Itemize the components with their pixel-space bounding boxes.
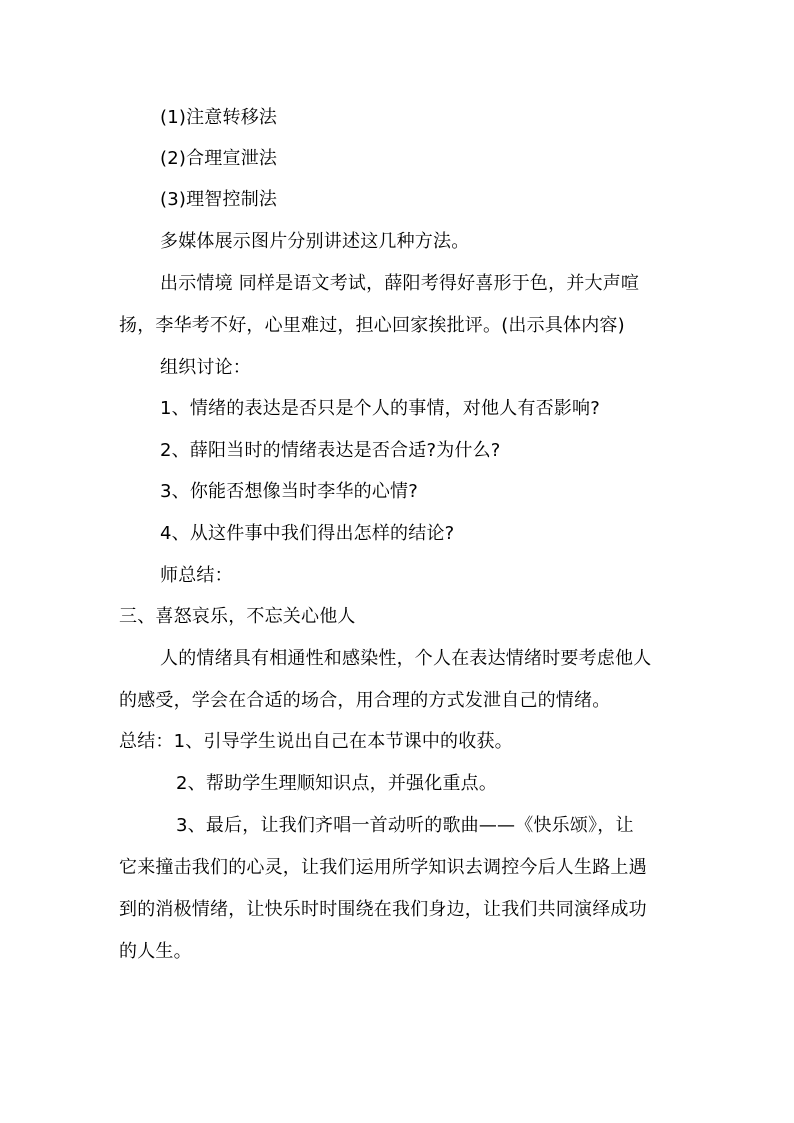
section-heading-3: 三、喜怒哀乐，不忘关心他人 xyxy=(119,606,356,627)
paragraph-scenario-line-1: 出示情境 同样是语文考试，薛阳考得好喜形于色，并大声喧 xyxy=(160,273,640,294)
paragraph-emotion-line-2: 的感受，学会在合适的场合，用合理的方式发泄自己的情绪。 xyxy=(119,690,611,711)
discussion-question-1: 1、情绪的表达是否只是个人的事情，对他人有否影响? xyxy=(160,398,601,419)
summary-item-3-line-3: 到的消极情绪，让快乐时时围绕在我们身边，让我们共同演绎成功 xyxy=(119,899,647,920)
summary-item-3-line-4: 的人生。 xyxy=(119,941,192,962)
discussion-question-2: 2、薛阳当时的情绪表达是否合适?为什么? xyxy=(160,440,501,461)
discussion-question-4: 4、从这件事中我们得出怎样的结论? xyxy=(160,523,455,544)
discussion-question-3: 3、你能否想像当时李华的心情? xyxy=(160,481,419,502)
method-item-2: (2)合理宣泄法 xyxy=(160,148,278,169)
summary-item-3-line-2: 它来撞击我们的心灵，让我们运用所学知识去调控今后人生路上遇 xyxy=(119,857,647,878)
summary-item-2: 2、帮助学生理顺知识点，并强化重点。 xyxy=(176,773,498,794)
paragraph-scenario-line-2: 扬，李华考不好，心里难过，担心回家挨批评。(出示具体内容) xyxy=(119,315,625,336)
discussion-heading: 组织讨论： xyxy=(160,357,251,378)
summary-item-1: 总结：1、引导学生说出自己在本节课中的收获。 xyxy=(119,731,513,752)
method-item-1: (1)注意转移法 xyxy=(160,107,278,128)
summary-item-3-line-1: 3、最后，让我们齐唱一首动听的歌曲——《快乐颂》，让 xyxy=(176,815,634,836)
paragraph-emotion-line-1: 人的情绪具有相通性和感染性，个人在表达情绪时要考虑他人 xyxy=(160,648,652,669)
paragraph-multimedia: 多媒体展示图片分别讲述这几种方法。 xyxy=(160,231,470,252)
teacher-summary-label: 师总结： xyxy=(160,565,233,586)
method-item-3: (3)理智控制法 xyxy=(160,189,278,210)
